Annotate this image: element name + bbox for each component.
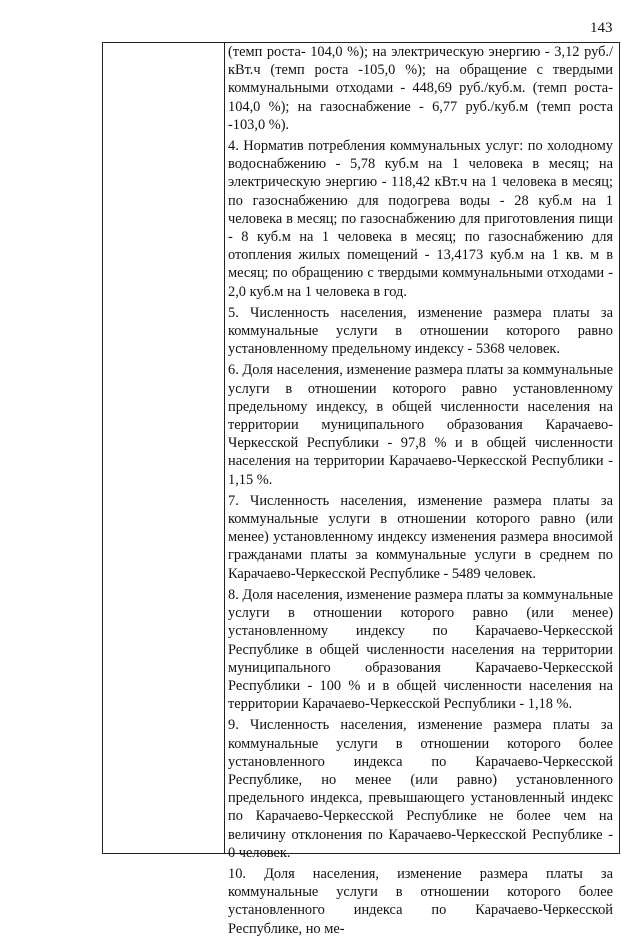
paragraph-share-above-index: 10. Доля населения, изменение размера платы за коммунальные услуги в отношении которого более установленного индекса по Карачаево-Черкесской Республике, но ме- — [228, 865, 613, 937]
paragraph-tariff-growth: (темп роста- 104,0 %); на электрическую энергию - 3,12 руб./кВт.ч (темп роста -105,0 %); на обращение с твердыми коммунальными отходами - 448,69 руб./куб.м. (темп роста- 104,0 %); на газоснабжение - 6,77 руб./куб.м (темп роста -103,0 %). — [228, 44, 613, 133]
paragraph-share-equal-limit: 6. Доля населения, изменение размера платы за коммунальные услуги в отношении которого равно установленному предельному индексу, в общей численности населения на территории муниципального образования Карачаево-Черкесской Республики - 97,8 % и в общей численности населения на территории Карачаево-Черкесской Республики - 1,15 %. — [228, 362, 613, 488]
paragraph-population-above-index: 9. Численность населения, изменение размера платы за коммунальные услуги в отношении которого более установленного индекса по Карачаево-Черкесской Республике, но менее (или равно) установленного предельного индекса, превышающего установленный индекс по Карачаево-Черкесской Республике не более чем на величину отклонения по Карачаево-Черкесской Республике - 0 человек. — [228, 717, 613, 861]
column-divider — [224, 43, 225, 853]
table-content-cell — [228, 43, 613, 938]
paragraph-population-equal-limit: 5. Численность населения, изменение размера платы за коммунальные услуги в отношении которого равно установленному предельному индексу - 5368 человек. — [228, 304, 613, 358]
document-table — [102, 42, 620, 937]
paragraph-share-equal-or-less-index: 8. Доля населения, изменение размера платы за коммунальные услуги в отношении которого равно (или менее) установленному индексу по Карачаево-Черкесской Республике в общей численности населения на территории муниципального образования Карачаево-Черкесской Республики - 100 % и в общей численности населения на территории Карачаево-Черкесской Республики - 1,18 %. — [228, 586, 613, 713]
paragraph-population-equal-or-less-index: 7. Численность населения, изменение размера платы за коммунальные услуги в отношении которого равно (или менее) установленному индексу изменения размера вносимой гражданами платы за коммунальные услуги в среднем по Карачаево-Черкесской Республике - 5489 человек. — [228, 492, 613, 582]
page-number: 143 — [590, 20, 613, 36]
paragraph-consumption-norms: 4. Норматив потребления коммунальных услуг: по холодному водоснабжению - 5,78 куб.м на 1 человека в месяц; на электрическую энергию - 118,42 кВт.ч на 1 человека в месяц; по газоснабжению для подогрева воды - 28 куб.м на 1 человека в месяц; по газоснабжению для приготовления пищи - 8 куб.м на 1 человека в месяц; по газоснабжению для отопления жилых помещений - 13,4173 куб.м на 1 кв. м в месяц; по обращению с твердыми коммунальными отходами - 2,0 куб.м на 1 человека в год. — [228, 138, 613, 300]
